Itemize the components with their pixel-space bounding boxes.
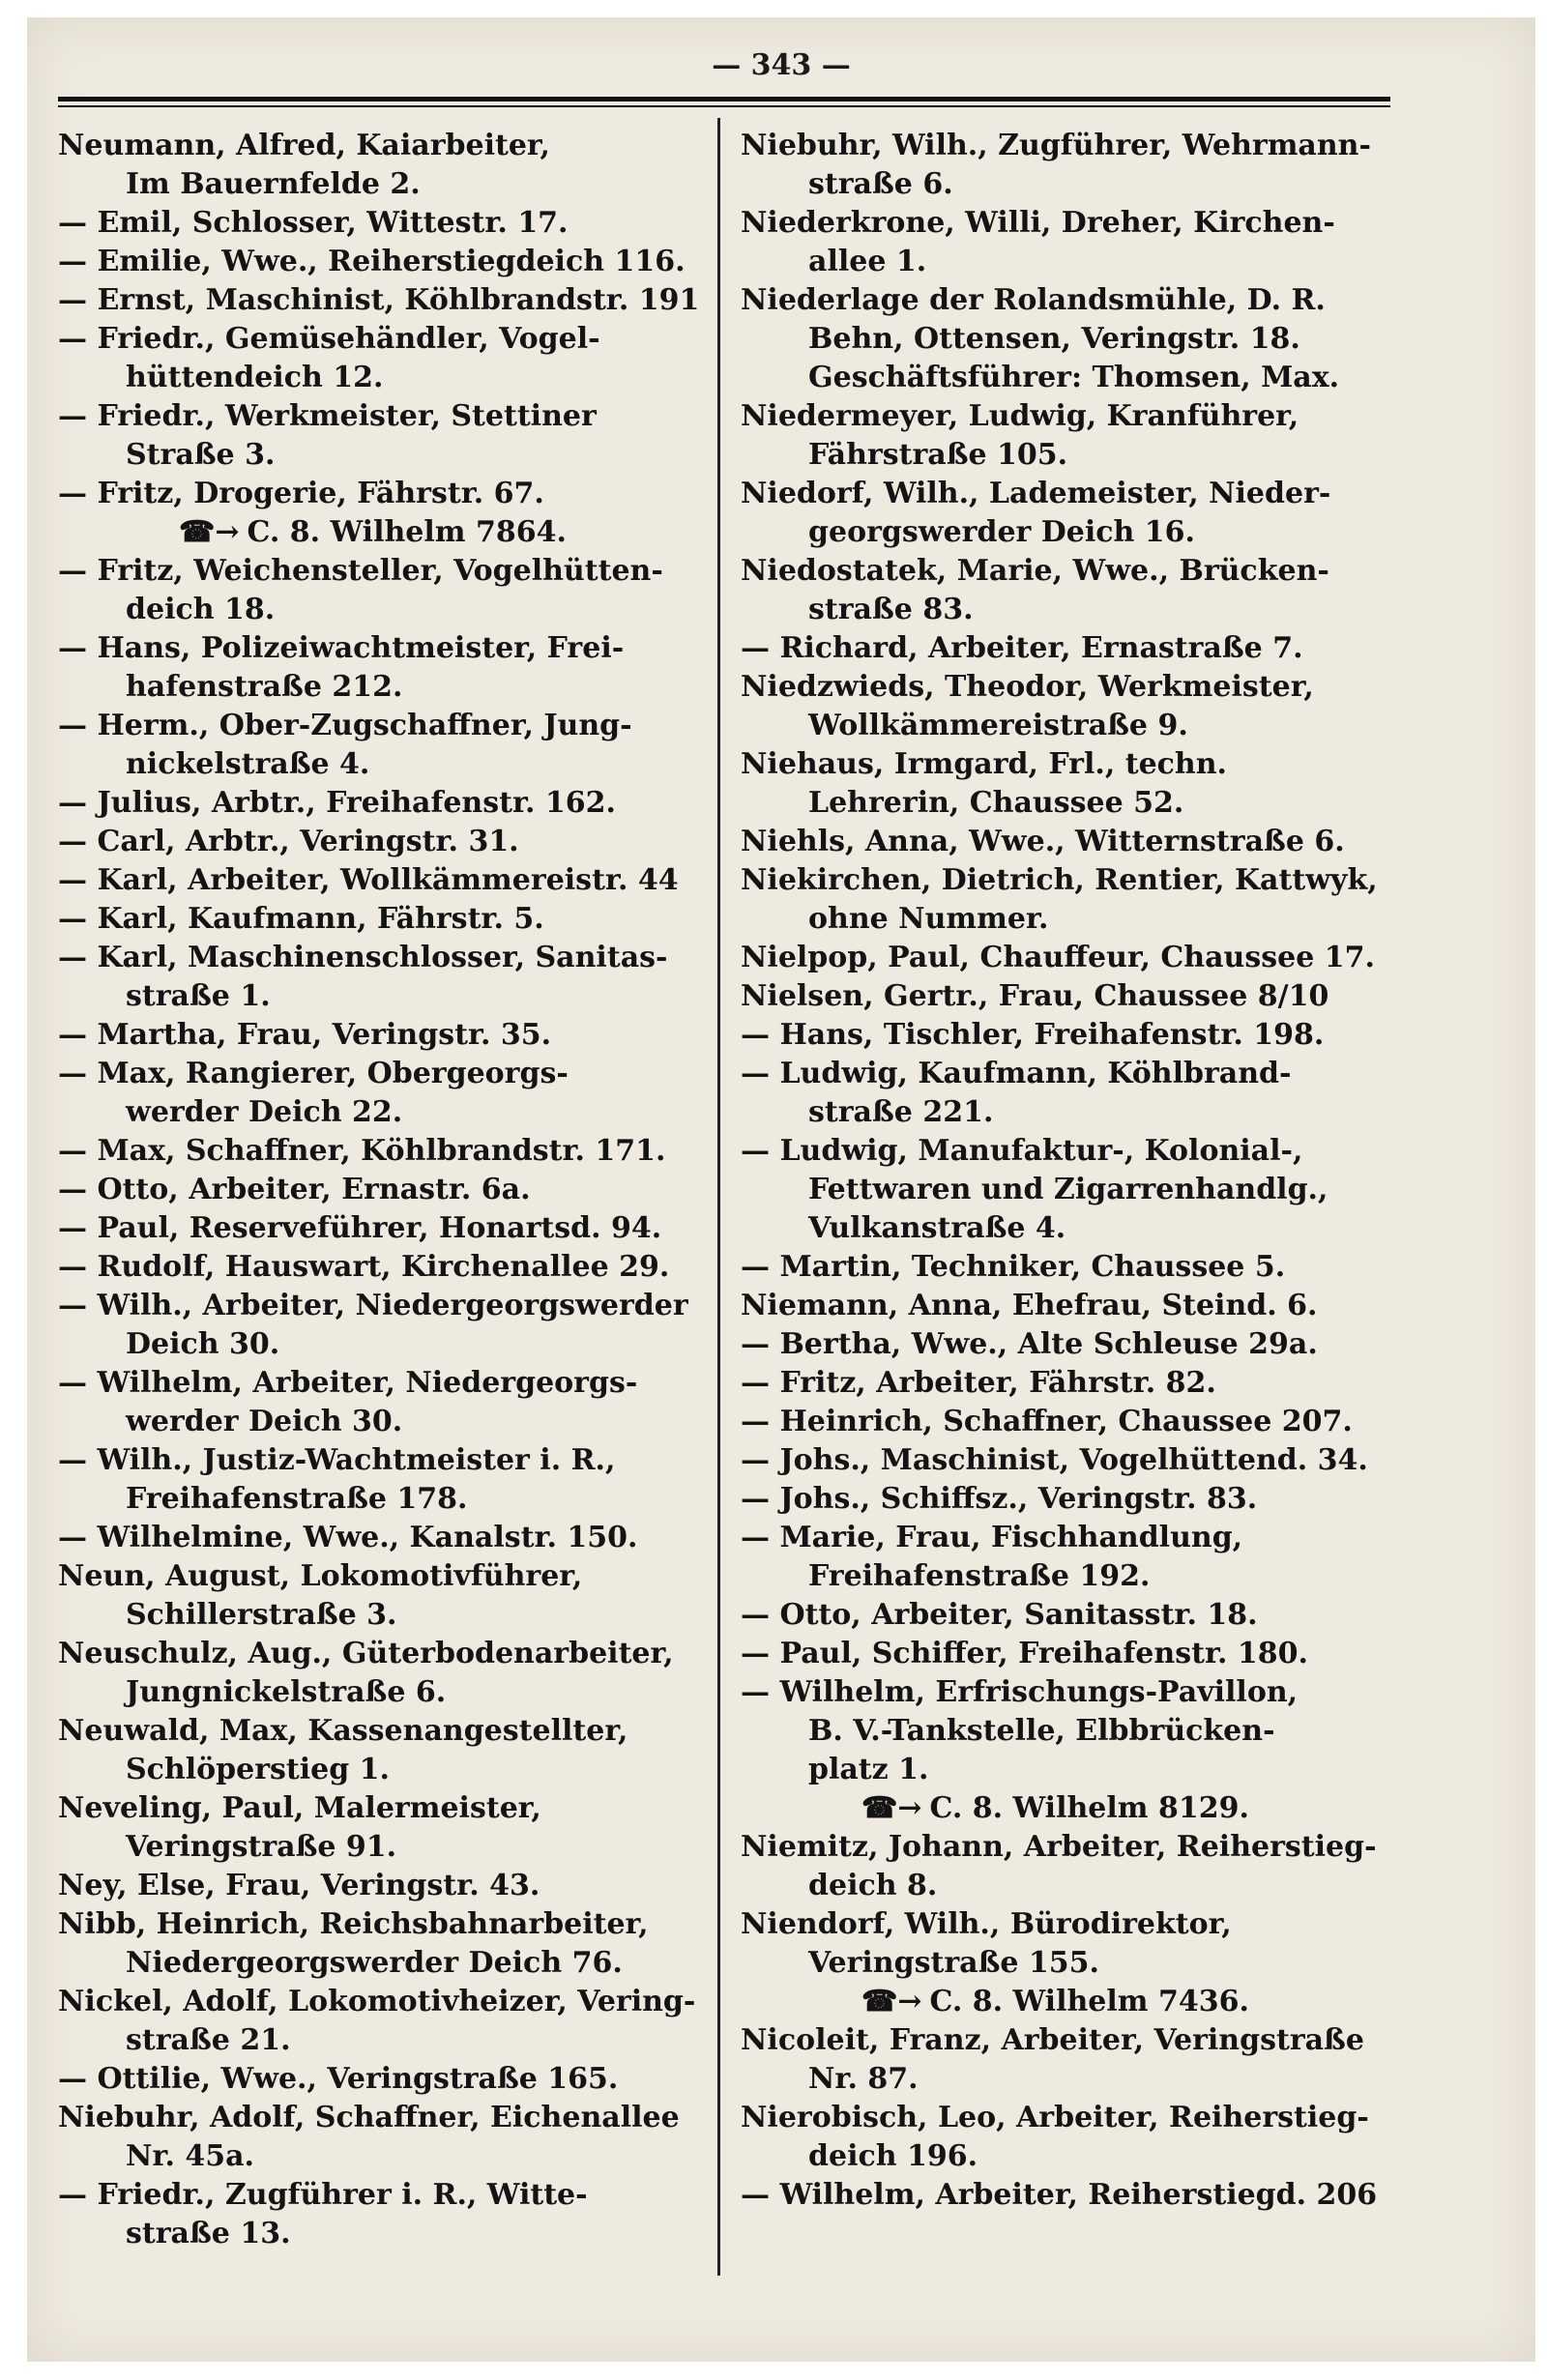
- entry-text: — Julius, Arbtr., Freihafenstr. 162.: [58, 786, 617, 820]
- entry-text: — Ottilie, Wwe., Veringstraße 165.: [58, 2062, 619, 2096]
- entry-text: — Johs., Maschinist, Vogelhüttend. 34.: [741, 1443, 1368, 1477]
- entry-continuation: Deich 30.: [126, 1327, 280, 1361]
- entry-text: — Karl, Kaufmann, Fährstr. 5.: [58, 902, 544, 936]
- directory-entry: [741, 939, 1384, 977]
- entry-continuation: Nr. 87.: [808, 2062, 919, 2096]
- entry-text: — Fritz, Arbeiter, Fährstr. 82.: [741, 1366, 1216, 1400]
- telephone-icon: ☎→: [179, 515, 240, 549]
- entry-continuation: Freihafenstraße 192.: [808, 1559, 1151, 1593]
- directory-entry: [741, 1364, 1384, 1403]
- entry-continuation: Veringstraße 155.: [808, 1946, 1099, 1980]
- entry-text: Nibb, Heinrich, Reichsbahnarbeiter,: [58, 1907, 649, 1941]
- entry-text: — Hans, Tischler, Freihafenstr. 198.: [741, 1018, 1325, 1052]
- entry-continuation: platz 1.: [808, 1753, 929, 1786]
- entry-continuation: Wollkämmereistraße 9.: [808, 709, 1188, 742]
- telephone-icon: ☎→: [861, 1985, 922, 2018]
- directory-entry: [58, 1209, 701, 1248]
- directory-entry: [741, 475, 1384, 552]
- directory-page: [27, 17, 1535, 2362]
- entry-text: — Ludwig, Kaufmann, Köhlbrand-: [741, 1057, 1292, 1090]
- directory-entry: [741, 977, 1384, 1016]
- entry-continuation: straße 21.: [126, 2023, 291, 2057]
- directory-entry: [741, 668, 1384, 745]
- directory-entry: [58, 939, 701, 1016]
- entry-text: Neun, August, Lokomotivführer,: [58, 1559, 583, 1593]
- entry-continuation: nickelstraße 4.: [126, 747, 370, 781]
- directory-entry: [741, 629, 1384, 668]
- directory-entry: [741, 281, 1384, 397]
- directory-entry: [58, 1132, 701, 1171]
- directory-entry: [58, 2060, 701, 2099]
- entry-text: — Friedr., Zugführer i. R., Witte-: [58, 2178, 588, 2212]
- directory-entry: [58, 513, 701, 552]
- entry-continuation: Schlöperstieg 1.: [126, 1753, 390, 1786]
- left-column: [58, 127, 701, 2253]
- entry-continuation: Freihafenstraße 178.: [126, 1482, 468, 1516]
- entry-text: — Wilhelm, Arbeiter, Niedergeorgs-: [58, 1366, 638, 1400]
- entry-text: — Ernst, Maschinist, Köhlbrandstr. 191: [58, 283, 700, 317]
- directory-entry: [58, 1712, 701, 1789]
- entry-continuation: straße 6.: [808, 167, 953, 201]
- entry-text: Niedermeyer, Ludwig, Kranführer,: [741, 399, 1299, 433]
- entry-continuation: deich 196.: [808, 2139, 978, 2173]
- entry-text: — Otto, Arbeiter, Sanitasstr. 18.: [741, 1598, 1258, 1632]
- entry-continuation: Im Bauernfelde 2.: [126, 167, 421, 201]
- entry-continuation: straße 221.: [808, 1095, 994, 1129]
- entry-text: — Otto, Arbeiter, Ernastr. 6a.: [58, 1173, 531, 1206]
- entry-text: — Bertha, Wwe., Alte Schleuse 29a.: [741, 1327, 1318, 1361]
- entry-continuation: werder Deich 30.: [126, 1405, 403, 1438]
- directory-entry: [58, 1055, 701, 1132]
- directory-entry: [58, 1287, 701, 1364]
- directory-entry: [58, 1519, 701, 1557]
- entry-continuation: Fährstraße 105.: [808, 438, 1068, 472]
- directory-entry: [58, 552, 701, 629]
- entry-text: Niebuhr, Adolf, Schaffner, Eichenallee: [58, 2101, 680, 2134]
- directory-entry: [741, 1905, 1384, 1983]
- directory-entry: [58, 2176, 701, 2253]
- entry-text: — Herm., Ober-Zugschaffner, Jung-: [58, 709, 632, 742]
- entry-continuation: deich 18.: [126, 593, 276, 626]
- entry-text: — Emil, Schlosser, Wittestr. 17.: [58, 206, 569, 240]
- entry-text: Niehls, Anna, Wwe., Witternstraße 6.: [741, 825, 1345, 858]
- entry-text: Nielsen, Gertr., Frau, Chaussee 8/10: [741, 979, 1329, 1013]
- entry-text: Neumann, Alfred, Kaiarbeiter,: [58, 129, 550, 162]
- directory-entry: [58, 629, 701, 707]
- entry-text: — Rudolf, Hauswart, Kirchenallee 29.: [58, 1250, 670, 1284]
- directory-entry: [58, 2099, 701, 2176]
- directory-entry: [741, 1441, 1384, 1480]
- entry-continuation: georgswerder Deich 16.: [808, 515, 1195, 549]
- entry-text: Neuwald, Max, Kassenangestellter,: [58, 1714, 628, 1748]
- column-divider: [717, 118, 720, 2276]
- directory-entry: [741, 2176, 1384, 2215]
- telephone-line: ☎→ C. 8. Wilhelm 7436.: [741, 1983, 1384, 2021]
- entry-text: — Fritz, Drogerie, Fährstr. 67.: [58, 477, 544, 510]
- directory-entry: [58, 1171, 701, 1209]
- directory-entry: [58, 281, 701, 320]
- entry-text: — Martha, Frau, Veringstr. 35.: [58, 1018, 552, 1052]
- directory-entry: [741, 397, 1384, 475]
- directory-entry: [741, 1635, 1384, 1673]
- right-column: [741, 127, 1384, 2215]
- entry-continuation: Fettwaren und Zigarrenhandlg.,: [808, 1173, 1328, 1206]
- entry-text: — Paul, Schiffer, Freihafenstr. 180.: [741, 1637, 1308, 1670]
- directory-entry: [58, 204, 701, 243]
- directory-entry: [741, 552, 1384, 629]
- directory-entry: [741, 1596, 1384, 1635]
- telephone-line: ☎→ C. 8. Wilhelm 8129.: [741, 1789, 1384, 1828]
- directory-entry: [741, 2099, 1384, 2176]
- entry-continuation: Schillerstraße 3.: [126, 1598, 397, 1632]
- directory-entry: [741, 2021, 1384, 2099]
- telephone-icon: ☎→: [861, 1791, 922, 1825]
- directory-entry: [58, 1248, 701, 1287]
- entry-continuation: hüttendeich 12.: [126, 361, 384, 394]
- directory-entry: [58, 784, 701, 823]
- entry-text: Niedostatek, Marie, Wwe., Brücken-: [741, 554, 1329, 588]
- entry-text: — Wilh., Justiz-Wachtmeister i. R.,: [58, 1443, 616, 1477]
- entry-text: Niedorf, Wilh., Lademeister, Nieder-: [741, 477, 1331, 510]
- directory-entry: [58, 1441, 701, 1519]
- directory-entry: [741, 1016, 1384, 1055]
- directory-entry: [58, 1789, 701, 1867]
- entry-text: Niederlage der Rolandsmühle, D. R.: [741, 283, 1326, 317]
- directory-entry: [58, 320, 701, 397]
- telephone-line: ☎→ C. 8. Wilhelm 7864.: [58, 513, 701, 552]
- entry-text: — Martin, Techniker, Chaussee 5.: [741, 1250, 1286, 1284]
- entry-text: Neveling, Paul, Malermeister,: [58, 1791, 541, 1825]
- entry-continuation: allee 1.: [808, 245, 927, 278]
- directory-entry: [741, 1519, 1384, 1596]
- directory-entry: [741, 1055, 1384, 1132]
- directory-entry: [741, 745, 1384, 823]
- entry-text: Neuschulz, Aug., Güterbodenarbeiter,: [58, 1637, 674, 1670]
- directory-entry: [58, 1016, 701, 1055]
- entry-text: — Emilie, Wwe., Reiherstiegdeich 116.: [58, 245, 686, 278]
- directory-entry: [58, 1905, 701, 1983]
- entry-text: — Karl, Arbeiter, Wollkämmereistr. 44: [58, 863, 679, 897]
- header-rule-thick: [58, 97, 1390, 102]
- directory-entry: [58, 707, 701, 784]
- entry-text: Niendorf, Wilh., Bürodirektor,: [741, 1907, 1232, 1941]
- entry-text: Nickel, Adolf, Lokomotivheizer, Vering-: [58, 1985, 696, 2018]
- entry-continuation: Vulkanstraße 4.: [808, 1211, 1066, 1245]
- entry-continuation: Nr. 45a.: [126, 2139, 254, 2173]
- header-rule-thin: [58, 105, 1390, 107]
- entry-continuation: Niedergeorgswerder Deich 76.: [126, 1946, 623, 1980]
- directory-entry: [741, 1403, 1384, 1441]
- entry-text: Niederkrone, Willi, Dreher, Kirchen-: [741, 206, 1335, 240]
- entry-text: Niemann, Anna, Ehefrau, Steind. 6.: [741, 1289, 1318, 1322]
- entry-text: Nierobisch, Leo, Arbeiter, Reiherstieg-: [741, 2101, 1369, 2134]
- entry-text: Ney, Else, Frau, Veringstr. 43.: [58, 1869, 540, 1902]
- directory-entry: [741, 127, 1384, 204]
- entry-text: — Carl, Arbtr., Veringstr. 31.: [58, 825, 519, 858]
- directory-entry: [741, 1828, 1384, 1905]
- entry-continuation: deich 8.: [808, 1869, 938, 1902]
- directory-entry: [741, 823, 1384, 861]
- directory-entry: [58, 823, 701, 861]
- directory-entry: [58, 243, 701, 281]
- entry-continuation: Jungnickelstraße 6.: [126, 1675, 447, 1709]
- entry-text: — Johs., Schiffsz., Veringstr. 83.: [741, 1482, 1258, 1516]
- entry-continuation: Lehrerin, Chaussee 52.: [808, 786, 1184, 820]
- entry-text: — Heinrich, Schaffner, Chaussee 207.: [741, 1405, 1353, 1438]
- directory-entry: [741, 1480, 1384, 1519]
- entry-continuation: Geschäftsführer: Thomsen, Max.: [808, 361, 1340, 394]
- directory-entry: [58, 861, 701, 900]
- entry-text: — Wilhelm, Arbeiter, Reiherstiegd. 206: [741, 2178, 1378, 2212]
- entry-continuation: Veringstraße 91.: [126, 1830, 397, 1864]
- entry-text: — Hans, Polizeiwachtmeister, Frei-: [58, 631, 625, 665]
- page-number: — 343 —: [712, 48, 851, 82]
- directory-entry: [58, 1867, 701, 1905]
- directory-entry: [58, 1557, 701, 1635]
- entry-text: — Paul, Reserveführer, Honartsd. 94.: [58, 1211, 662, 1245]
- entry-continuation: Behn, Ottensen, Veringstr. 18.: [808, 322, 1300, 356]
- directory-entry: [741, 861, 1384, 939]
- entry-continuation: ohne Nummer.: [808, 902, 1049, 936]
- directory-entry: [58, 900, 701, 939]
- entry-text: — Wilhelmine, Wwe., Kanalstr. 150.: [58, 1521, 638, 1554]
- directory-entry: [741, 204, 1384, 281]
- entry-text: — Marie, Frau, Fischhandlung,: [741, 1521, 1243, 1554]
- entry-continuation: B. V.-Tankstelle, Elbbrücken-: [808, 1714, 1275, 1748]
- directory-entry: [741, 1789, 1384, 1828]
- entry-text: — Friedr., Werkmeister, Stettiner: [58, 399, 597, 433]
- directory-entry: [58, 1364, 701, 1441]
- entry-continuation: straße 1.: [126, 979, 271, 1013]
- entry-continuation: straße 13.: [126, 2217, 291, 2250]
- directory-entry: [58, 127, 701, 204]
- directory-entry: [741, 1983, 1384, 2021]
- entry-continuation: hafenstraße 212.: [126, 670, 403, 704]
- directory-entry: [741, 1673, 1384, 1789]
- directory-entry: [58, 397, 701, 475]
- entry-text: — Richard, Arbeiter, Ernastraße 7.: [741, 631, 1303, 665]
- directory-entry: [741, 1132, 1384, 1248]
- entry-text: Nicoleit, Franz, Arbeiter, Veringstraße: [741, 2023, 1364, 2057]
- entry-text: Niemitz, Johann, Arbeiter, Reiherstieg-: [741, 1830, 1377, 1864]
- entry-text: — Max, Rangierer, Obergeorgs-: [58, 1057, 569, 1090]
- directory-entry: [58, 475, 701, 513]
- entry-text: Nielpop, Paul, Chauffeur, Chaussee 17.: [741, 941, 1375, 974]
- entry-text: — Wilh., Arbeiter, Niedergeorgswerder: [58, 1289, 688, 1322]
- directory-entry: [741, 1287, 1384, 1325]
- entry-text: — Max, Schaffner, Köhlbrandstr. 171.: [58, 1134, 666, 1168]
- directory-entry: [741, 1325, 1384, 1364]
- entry-text: Niebuhr, Wilh., Zugführer, Wehrmann-: [741, 129, 1371, 162]
- entry-text: — Ludwig, Manufaktur-, Kolonial-,: [741, 1134, 1303, 1168]
- directory-entry: [58, 1635, 701, 1712]
- entry-text: Niehaus, Irmgard, Frl., techn.: [741, 747, 1227, 781]
- entry-text: — Fritz, Weichensteller, Vogelhütten-: [58, 554, 663, 588]
- entry-text: Niekirchen, Dietrich, Rentier, Kattwyk,: [741, 863, 1378, 897]
- entry-continuation: straße 83.: [808, 593, 974, 626]
- entry-text: Niedzwieds, Theodor, Werkmeister,: [741, 670, 1314, 704]
- entry-continuation: Straße 3.: [126, 438, 276, 472]
- entry-text: — Wilhelm, Erfrischungs-Pavillon,: [741, 1675, 1299, 1709]
- directory-entry: [741, 1248, 1384, 1287]
- entry-text: — Karl, Maschinenschlosser, Sanitas-: [58, 941, 668, 974]
- entry-continuation: werder Deich 22.: [126, 1095, 403, 1129]
- entry-text: — Friedr., Gemüsehändler, Vogel-: [58, 322, 600, 356]
- directory-entry: [58, 1983, 701, 2060]
